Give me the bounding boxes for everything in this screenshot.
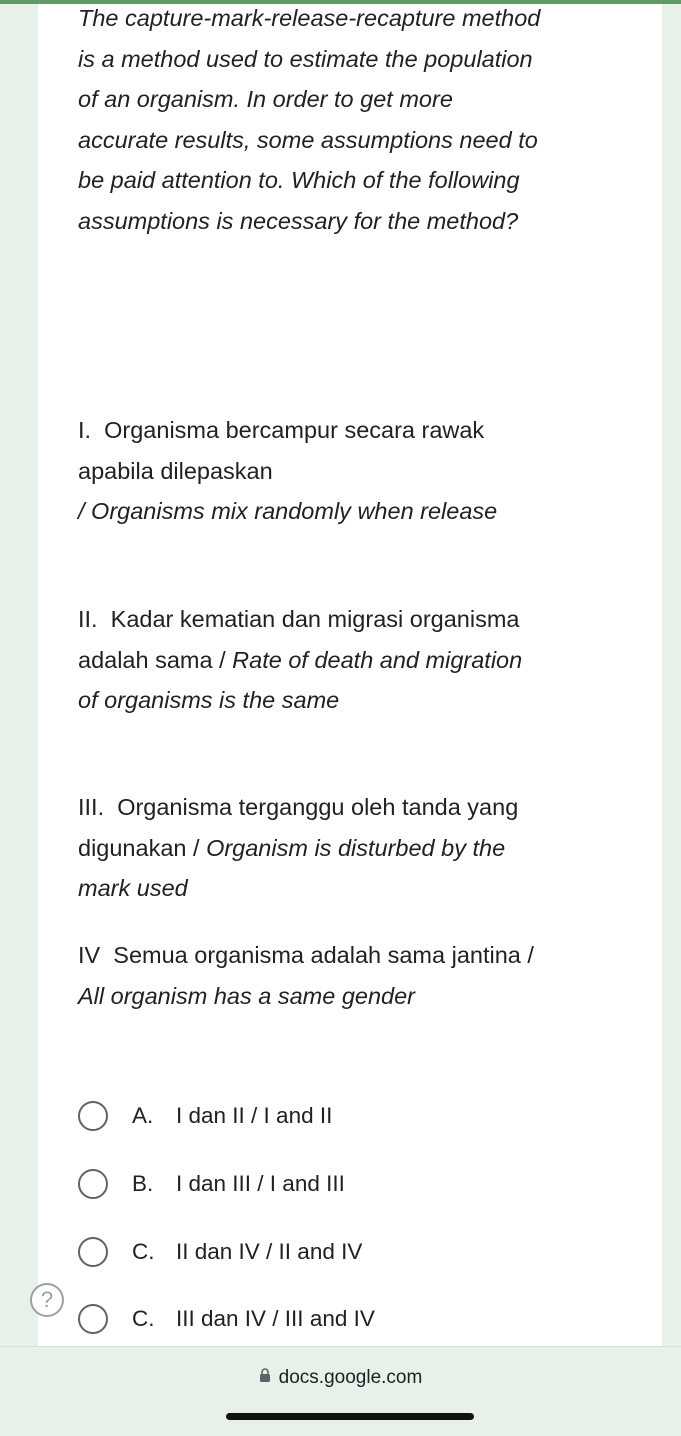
statement-en: Organism is disturbed by the mark used xyxy=(78,834,506,901)
radio-button[interactable] xyxy=(78,1237,108,1267)
statement-4 xyxy=(78,935,538,1016)
home-indicator[interactable] xyxy=(226,1413,474,1420)
option-a[interactable] xyxy=(78,1098,332,1134)
option-c[interactable] xyxy=(78,1234,362,1270)
statement-ms: Organisma bercampur secara rawak apabila dilepaskan xyxy=(78,417,485,484)
option-d[interactable] xyxy=(78,1301,375,1337)
statement-1 xyxy=(78,410,538,532)
radio-button[interactable] xyxy=(78,1101,108,1131)
radio-button[interactable] xyxy=(78,1169,108,1199)
statement-en: / Organisms mix randomly when release xyxy=(78,498,498,524)
option-text: I dan III / I and III xyxy=(176,1171,345,1196)
option-text: III dan IV / III and IV xyxy=(176,1306,375,1331)
question-card xyxy=(38,4,662,1346)
option-b[interactable] xyxy=(78,1166,345,1202)
statement-label: IV xyxy=(78,942,101,968)
option-text: II dan IV / II and IV xyxy=(176,1239,363,1264)
option-letter: A. xyxy=(132,1103,154,1128)
statement-label: II. xyxy=(78,606,98,632)
statement-label: III. xyxy=(78,794,105,820)
option-letter: C. xyxy=(132,1239,155,1264)
help-icon[interactable]: ? xyxy=(30,1283,64,1317)
question-text: The capture-mark-release-recapture method is a method used to estimate the population of an organism. In order to get more accurate results, some assumptions need to be paid attention to. Which of the following assumptions is necessary for the method? xyxy=(78,5,541,234)
radio-button[interactable] xyxy=(78,1304,108,1334)
option-text: I dan II / I and II xyxy=(176,1103,333,1128)
statement-en: Rate of death and migration of organisms is the same xyxy=(78,646,523,713)
browser-url-bar[interactable] xyxy=(0,1346,681,1436)
lock-icon xyxy=(259,1368,271,1383)
statement-label: I. xyxy=(78,417,92,443)
statement-ms: Semua organisma adalah sama jantina / xyxy=(113,942,534,968)
statement-en: All organism has a same gender xyxy=(78,982,416,1009)
statement-ms: Kadar kematian dan migrasi organisma adalah sama / xyxy=(78,606,520,673)
option-letter: B. xyxy=(132,1171,154,1196)
option-letter: C. xyxy=(132,1306,155,1331)
statement-2 xyxy=(78,599,538,721)
statement-ms: Organisma terganggu oleh tanda yang digunakan / xyxy=(78,794,519,861)
statement-3 xyxy=(78,787,538,909)
url-display[interactable] xyxy=(0,1367,681,1389)
url-text: docs.google.com xyxy=(278,1367,423,1388)
